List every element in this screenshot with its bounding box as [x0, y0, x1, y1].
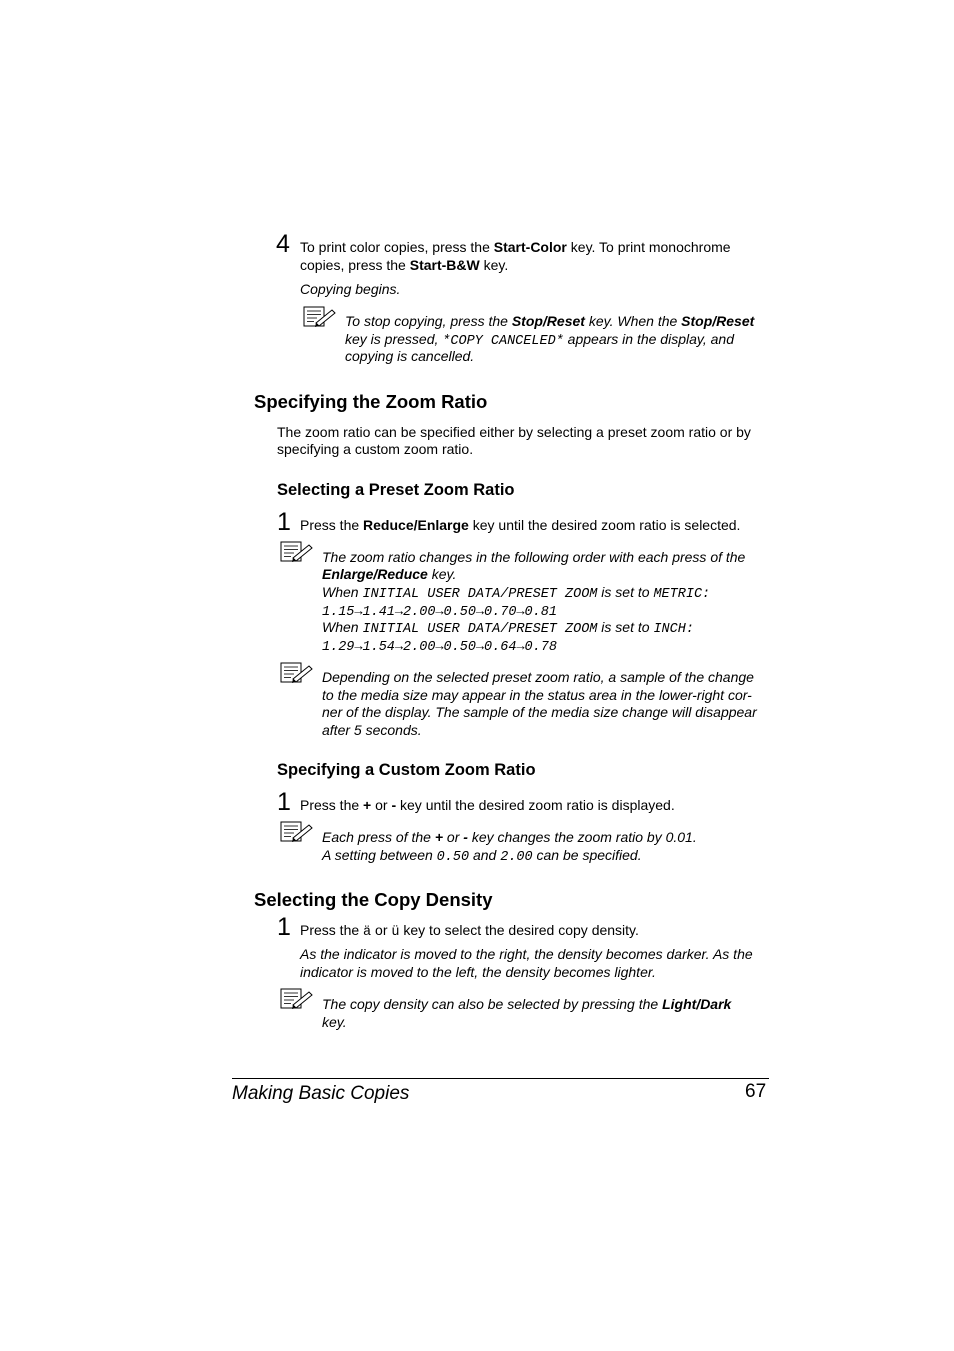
step-number: 1: [277, 508, 291, 536]
intro-line: The zoom ratio can be specified either by selecting a preset zoom ratio or by: [277, 424, 751, 440]
note-line: When INITIAL USER DATA/PRESET ZOOM is set to METRIC:: [322, 584, 711, 602]
note-icon: [280, 988, 314, 1010]
note-line: to the media size may appear in the status area in the lower-right cor-: [322, 687, 752, 703]
page-number: 67: [745, 1081, 767, 1102]
step-text-line: To print color copies, press the Start-Color key. To print monochrome: [300, 239, 731, 255]
footer-chapter: Making Basic Copies: [232, 1083, 410, 1104]
note-line: key is pressed, *COPY CANCELED* appears in the display, and: [345, 331, 734, 349]
step-text-line: Press the + or - key until the desired zoom ratio is displayed.: [300, 797, 675, 813]
note-line: A setting between 0.50 and 2.00 can be specified.: [322, 847, 642, 865]
intro-line: specifying a custom zoom ratio.: [277, 441, 474, 457]
note-icon: [280, 821, 314, 843]
step-number: 1: [277, 788, 291, 816]
note-line: The copy density can also be selected by pressing the Light/Dark: [322, 996, 732, 1012]
note-line: Each press of the + or - key changes the zoom ratio by 0.01.: [322, 829, 697, 845]
note-line: ner of the display. The sample of the media size change will disappear: [322, 704, 757, 720]
section-title: Selecting the Copy Density: [254, 889, 493, 910]
step-text-line: copies, press the Start-B&W key.: [300, 257, 509, 273]
step-result: Copying begins.: [300, 281, 401, 297]
note-line: The zoom ratio changes in the following order with each press of the: [322, 549, 746, 565]
subsection-title: Selecting a Preset Zoom Ratio: [277, 481, 515, 499]
note-icon: [303, 306, 337, 328]
note-line: 1.15→1.41→2.00→0.50→0.70→0.81: [322, 605, 557, 620]
note-icon: [280, 662, 314, 684]
note-line: copying is cancelled.: [345, 348, 475, 364]
note-line: key.: [322, 1014, 347, 1030]
step-text-line: Press the ä or ü key to select the desired copy density.: [300, 922, 639, 940]
note-line: Depending on the selected preset zoom ratio, a sample of the change: [322, 669, 754, 685]
note-line: To stop copying, press the Stop/Reset key. When the Stop/Reset: [345, 313, 755, 329]
footer-rule: [232, 1078, 769, 1079]
note-line: When INITIAL USER DATA/PRESET ZOOM is set to INCH:: [322, 619, 694, 637]
note-icon: [280, 541, 314, 563]
note-line: Enlarge/Reduce key.: [322, 566, 457, 582]
section-title: Specifying the Zoom Ratio: [254, 391, 488, 412]
note-line: 1.29→1.54→2.00→0.50→0.64→0.78: [322, 640, 557, 655]
step-text-line: Press the Reduce/Enlarge key until the desired zoom ratio is selected.: [300, 517, 741, 533]
step-result: As the indicator is moved to the right, the density becomes darker. As the: [300, 946, 753, 962]
step-result: indicator is moved to the left, the density becomes lighter.: [300, 964, 656, 980]
subsection-title: Specifying a Custom Zoom Ratio: [277, 761, 536, 779]
step-number: 1: [277, 913, 291, 941]
step-number: 4: [276, 230, 290, 258]
note-line: after 5 seconds.: [322, 722, 422, 738]
